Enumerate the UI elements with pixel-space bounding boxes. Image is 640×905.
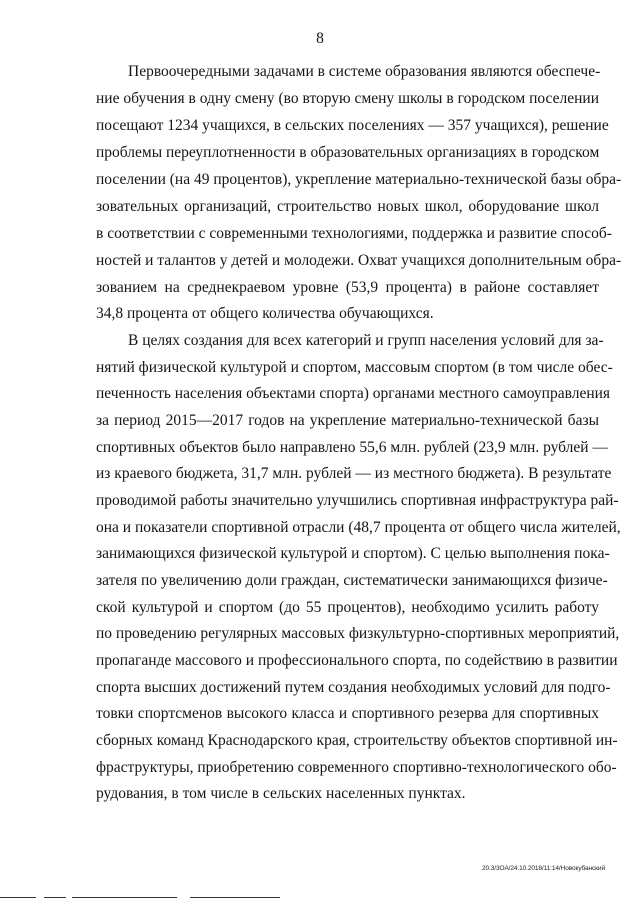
text-line: ние обучения в одну смену (во вторую смену школы в городском поселении [96,90,599,107]
text-line: Первоочередными задачами в системе образования являются обеспече- [128,63,601,80]
scan-edge-line [44,897,66,898]
text-line: зателя по увеличению доли граждан, систематически занимающихся физиче- [96,572,608,589]
text-line: 34,8 процента от общего количества обучающихся. [96,305,434,322]
text-line: в соответствии с современными технологиями, поддержка и развитие способ- [96,225,612,242]
scan-edge-line [72,897,177,898]
text-line: ностей и талантов у детей и молодежи. Охват учащихся дополнительным обра- [96,252,622,269]
page-number: 8 [316,30,324,47]
text-line: В целях создания для всех категорий и групп населения условий для за- [128,332,604,349]
text-line: она и показатели спортивной отрасли (48,7 процента от общего числа жителей, [96,519,621,536]
text-line: нятий физической культурой и спортом, массовым спортом (в том числе обес- [96,359,613,376]
text-line: пропаганде массового и профессионального спорта, по содействию в развитии [96,652,618,669]
text-line: посещают 1234 учащихся, в сельских поселениях — 357 учащихся), решение [96,117,609,134]
text-line: проблемы переуплотненности в образовательных организациях в городском [96,144,600,161]
text-line: спорта высших достижений путем создания необходимых условий для подго- [96,679,611,696]
scan-edge-line [0,897,36,898]
text-line: ской культурой и спортом (до 55 процентов), необходимо усилить работу [96,599,599,616]
text-line: фраструктуры, приобретению современного спортивно-технологического обо- [96,759,617,776]
text-line: зованием на среднекраевом уровне (53,9 процента) в районе составляет [96,279,599,296]
text-line: из краевого бюджета, 31,7 млн. рублей — из местного бюджета). В результате [96,465,612,482]
text-line: рудования, в том числе в сельских населенных пунктах. [96,785,466,802]
text-line: за период 2015—2017 годов на укрепление материально-технической базы [96,412,599,429]
document-registration-stamp: 20.3/3OA/24.10.2018/11:14/Новокубанский [482,865,605,872]
text-line: печенность населения объектами спорта) органами местного самоуправления [96,385,611,402]
text-line: занимающихся физической культурой и спортом). С целью выполнения пока- [96,545,610,562]
text-line: сборных команд Краснодарского края, строительству объектов спортивной ин- [96,732,618,749]
text-line: поселении (на 49 процентов), укрепление материально-технической базы обра- [96,171,622,188]
text-line: зовательных организаций, строительство новых школ, оборудование школ [96,198,599,215]
text-line: проводимой работы значительно улучшились спортивная инфраструктура рай- [96,492,619,509]
text-line: товки спортсменов высокого класса и спортивного резерва для спортивных [96,705,599,722]
scan-edge-line [190,897,280,898]
text-line: по проведению регулярных массовых физкультурно-спортивных мероприятий, [96,625,620,642]
text-line: спортивных объектов было направлено 55,6 млн. рублей (23,9 млн. рублей — [96,439,608,456]
